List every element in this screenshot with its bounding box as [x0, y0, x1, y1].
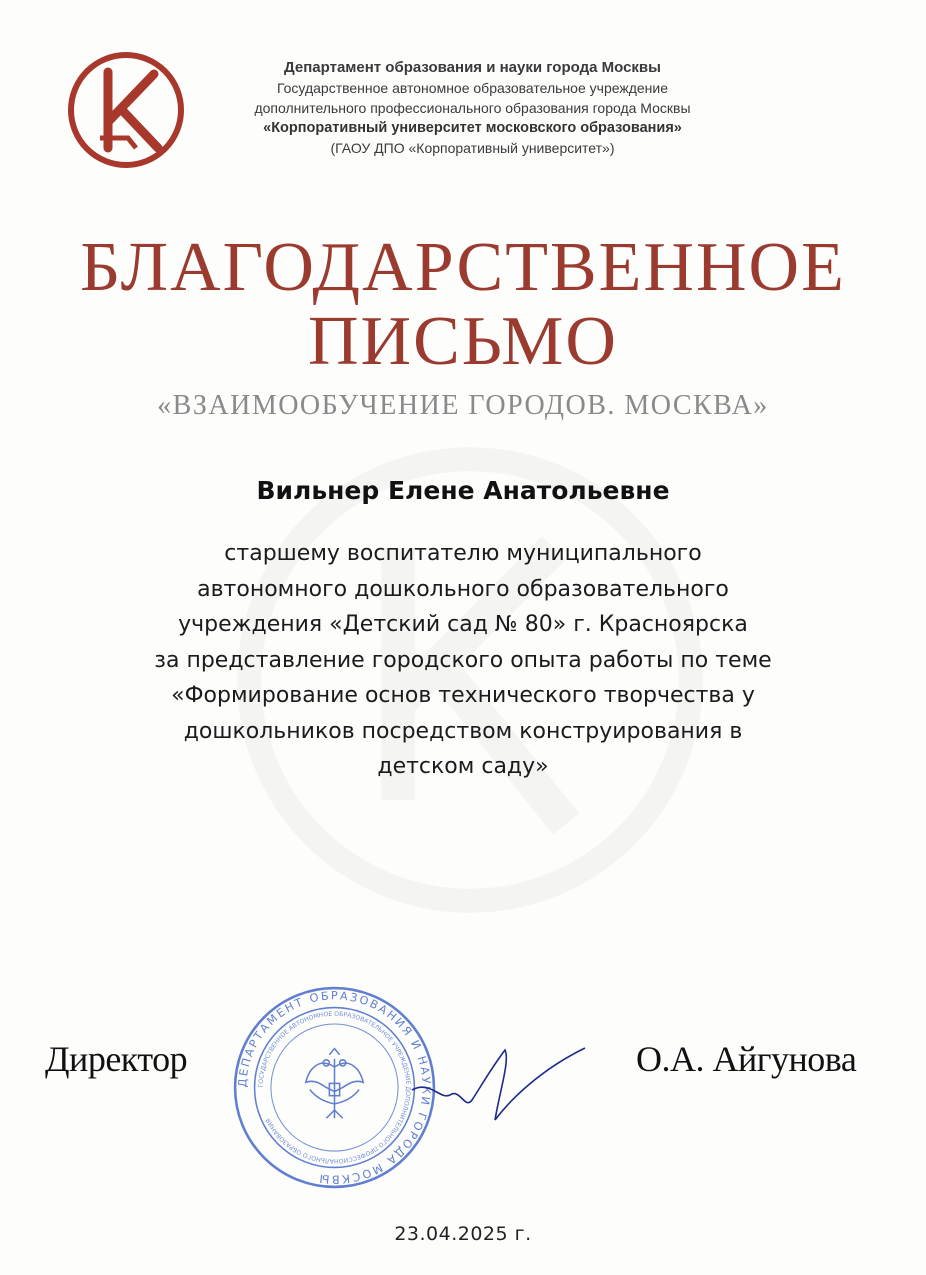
body-line: за представление городского опыта работы по теме	[154, 647, 772, 673]
university-name: «Корпоративный университет московского образования»	[263, 120, 682, 136]
body-line: дошкольников посредством конструирования в	[183, 718, 743, 744]
department-name: Департамент образования и науки города Москвы	[284, 59, 661, 76]
letter-body	[100, 536, 826, 785]
program-name: «ВЗАИМООБУЧЕНИЕ ГОРОДОВ. МОСКВА»	[157, 390, 769, 421]
handwritten-signature	[410, 1040, 590, 1130]
document-title-line1: БЛАГОДАРСТВЕННОЕ	[80, 229, 846, 306]
body-line: автономного дошкольного образовательного	[197, 576, 729, 602]
body-line: «Формирование основ технического творчества у	[171, 683, 755, 708]
signatory-name: О.А. Айгунова	[636, 1039, 857, 1079]
eagle-emblem-icon	[306, 1049, 363, 1119]
body-line: учреждения «Детский сад № 80» г. Красноярска	[178, 612, 748, 637]
issuer-header	[195, 58, 750, 158]
stamp-inner-text: ГОСУДАРСТВЕННОЕ АВТОНОМНОЕ ОБРАЗОВАТЕЛЬНОЕ УЧРЕЖДЕНИЕ ДОПОЛНИТЕЛЬНОГО ПРОФЕССИОНАЛЬНОГО ОБРАЗОВАНИЯ	[257, 1010, 412, 1165]
stamp-outer-text: ДЕПАРТАМЕНТ ОБРАЗОВАНИЯ И НАУКИ ГОРОДА МОСКВЫ	[236, 989, 433, 1186]
university-abbreviation: (ГАОУ ДПО «Корпоративный университет»)	[330, 140, 615, 156]
signatory-position: Директор	[45, 1039, 188, 1079]
official-stamp	[232, 985, 437, 1190]
institution-type-2: дополнительного профессионального образования города Москвы	[254, 100, 691, 116]
issue-date: 23.04.2025 г.	[394, 1223, 532, 1245]
institution-type: Государственное автономное образовательное учреждение	[276, 80, 669, 96]
university-logo-icon	[66, 50, 186, 170]
body-line: детском саду»	[377, 754, 549, 779]
document-title-line2: ПИСЬМО	[308, 303, 618, 380]
recipient-name: Вильнер Елене Анатольевне	[256, 476, 670, 505]
body-line: старшему воспитателю муниципального	[224, 541, 702, 566]
